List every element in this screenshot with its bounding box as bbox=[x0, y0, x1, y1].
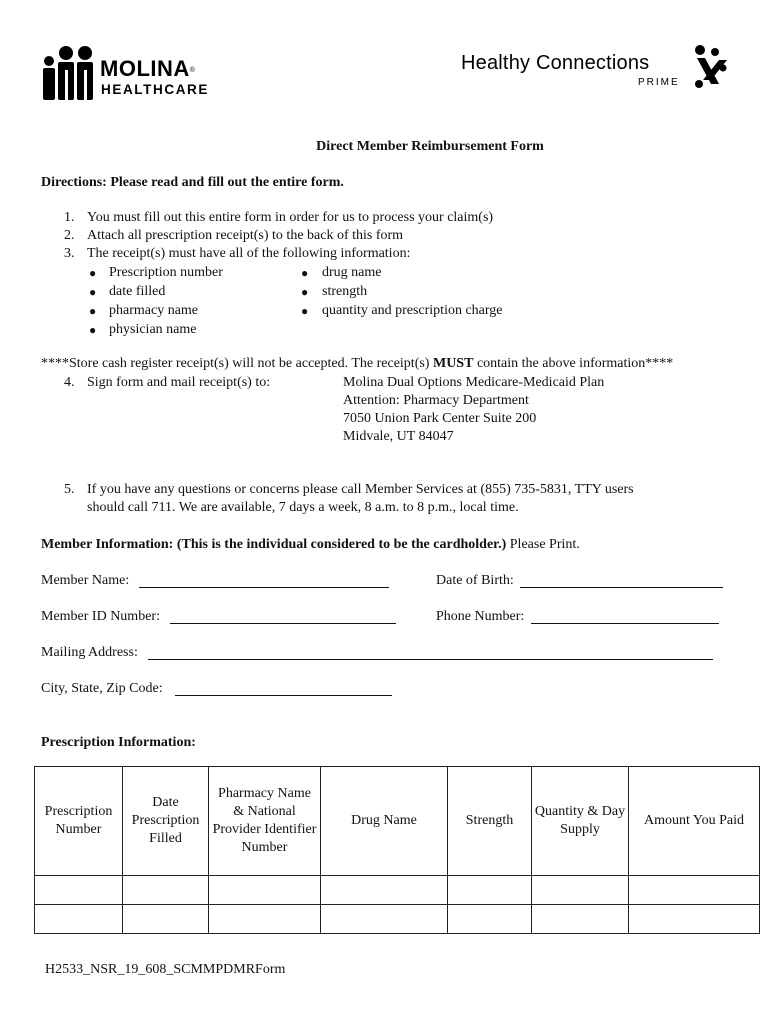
table-cell[interactable] bbox=[448, 876, 532, 905]
table-cell[interactable] bbox=[321, 876, 448, 905]
column-header: Drug Name bbox=[321, 767, 448, 876]
column-header: Date Prescription Filled bbox=[123, 767, 209, 876]
bullet-icon: ● bbox=[89, 323, 97, 337]
table-cell[interactable] bbox=[209, 905, 321, 934]
city-state-zip-field[interactable] bbox=[175, 695, 392, 696]
store-receipt-note: ****Store cash register receipt(s) will not be accepted. The receipt(s) MUST contain the above information**** bbox=[41, 356, 674, 371]
step-number: 4. bbox=[64, 375, 75, 390]
prescription-info-heading: Prescription Information: bbox=[41, 735, 196, 750]
molina-healthcare-wordmark: HEALTHCARE bbox=[101, 82, 209, 97]
member-id-label: Member ID Number: bbox=[41, 609, 160, 624]
column-header: Amount You Paid bbox=[629, 767, 760, 876]
table-row bbox=[35, 876, 760, 905]
date-of-birth-field[interactable] bbox=[520, 587, 723, 588]
table-cell[interactable] bbox=[532, 905, 629, 934]
table-row bbox=[35, 905, 760, 934]
step-4 bbox=[64, 374, 271, 392]
step-text: Attach all prescription receipt(s) to the back of this form bbox=[87, 228, 404, 243]
form-code-footer: H2533_NSR_19_608_SCMMPDMRForm bbox=[45, 962, 286, 977]
directions-heading: Directions: Please read and fill out the entire form. bbox=[41, 175, 344, 190]
table-cell[interactable] bbox=[209, 876, 321, 905]
table-cell[interactable] bbox=[35, 905, 123, 934]
mailing-address-line: 7050 Union Park Center Suite 200 bbox=[343, 411, 537, 426]
mailing-address-label: Mailing Address: bbox=[41, 645, 138, 660]
mailing-address-line: Attention: Pharmacy Department bbox=[343, 393, 529, 408]
member-name-field[interactable] bbox=[139, 587, 389, 588]
step-number: 3. bbox=[64, 246, 75, 261]
step-5 bbox=[64, 481, 634, 499]
member-info-heading: Member Information: (This is the individual considered to be the cardholder.) Please Print. bbox=[41, 537, 580, 552]
phone-number-label: Phone Number: bbox=[436, 609, 525, 624]
molina-wordmark: MOLINA® bbox=[100, 56, 196, 81]
step-5-continued: should call 711. We are available, 7 days a week, 8 a.m. to 8 p.m., local time. bbox=[87, 500, 519, 515]
member-id-field[interactable] bbox=[170, 623, 396, 624]
mailing-address-line: Molina Dual Options Medicare-Medicaid Plan bbox=[343, 375, 605, 390]
healthy-connections-wordmark: Healthy Connections bbox=[461, 52, 650, 74]
table-cell[interactable] bbox=[532, 876, 629, 905]
step-2 bbox=[64, 227, 404, 245]
column-header: Strength bbox=[448, 767, 532, 876]
step-number: 5. bbox=[64, 482, 75, 497]
table-cell[interactable] bbox=[321, 905, 448, 934]
column-header: Pharmacy Name & National Provider Identifier Number bbox=[209, 767, 321, 876]
bullet-icon: ● bbox=[301, 266, 309, 280]
mailing-address-field[interactable] bbox=[148, 659, 713, 660]
step-3 bbox=[64, 245, 411, 263]
table-header-row bbox=[35, 767, 760, 876]
bullet-icon: ● bbox=[89, 285, 97, 299]
step-text: You must fill out this entire form in order for us to process your claim(s) bbox=[87, 210, 494, 225]
step-number: 2. bbox=[64, 228, 75, 243]
form-title: Direct Member Reimbursement Form bbox=[316, 139, 544, 154]
table-cell[interactable] bbox=[123, 876, 209, 905]
mailing-address-line: Midvale, UT 84047 bbox=[343, 429, 454, 444]
bullet-icon: ● bbox=[301, 304, 309, 318]
bullet-icon: ● bbox=[301, 285, 309, 299]
step-1 bbox=[64, 209, 494, 227]
table-cell[interactable] bbox=[35, 876, 123, 905]
healthy-connections-x-icon bbox=[689, 44, 729, 90]
phone-number-field[interactable] bbox=[531, 623, 719, 624]
member-name-label: Member Name: bbox=[41, 573, 130, 588]
step-text: If you have any questions or concerns please call Member Services at (855) 735-5831, TTY users bbox=[87, 482, 634, 497]
bullet-icon: ● bbox=[89, 266, 97, 280]
bullet-icon: ● bbox=[89, 304, 97, 318]
step-text: The receipt(s) must have all of the following information: bbox=[87, 246, 411, 261]
date-of-birth-label: Date of Birth: bbox=[436, 573, 514, 588]
prescription-table bbox=[34, 766, 760, 934]
step-number: 1. bbox=[64, 210, 75, 225]
column-header: Prescription Number bbox=[35, 767, 123, 876]
prime-wordmark: PRIME bbox=[638, 77, 680, 88]
table-cell[interactable] bbox=[448, 905, 532, 934]
column-header: Quantity & Day Supply bbox=[532, 767, 629, 876]
step-text: Sign form and mail receipt(s) to: bbox=[87, 375, 271, 390]
table-cell[interactable] bbox=[123, 905, 209, 934]
city-state-zip-label: City, State, Zip Code: bbox=[41, 681, 163, 696]
table-cell[interactable] bbox=[629, 905, 760, 934]
table-cell[interactable] bbox=[629, 876, 760, 905]
